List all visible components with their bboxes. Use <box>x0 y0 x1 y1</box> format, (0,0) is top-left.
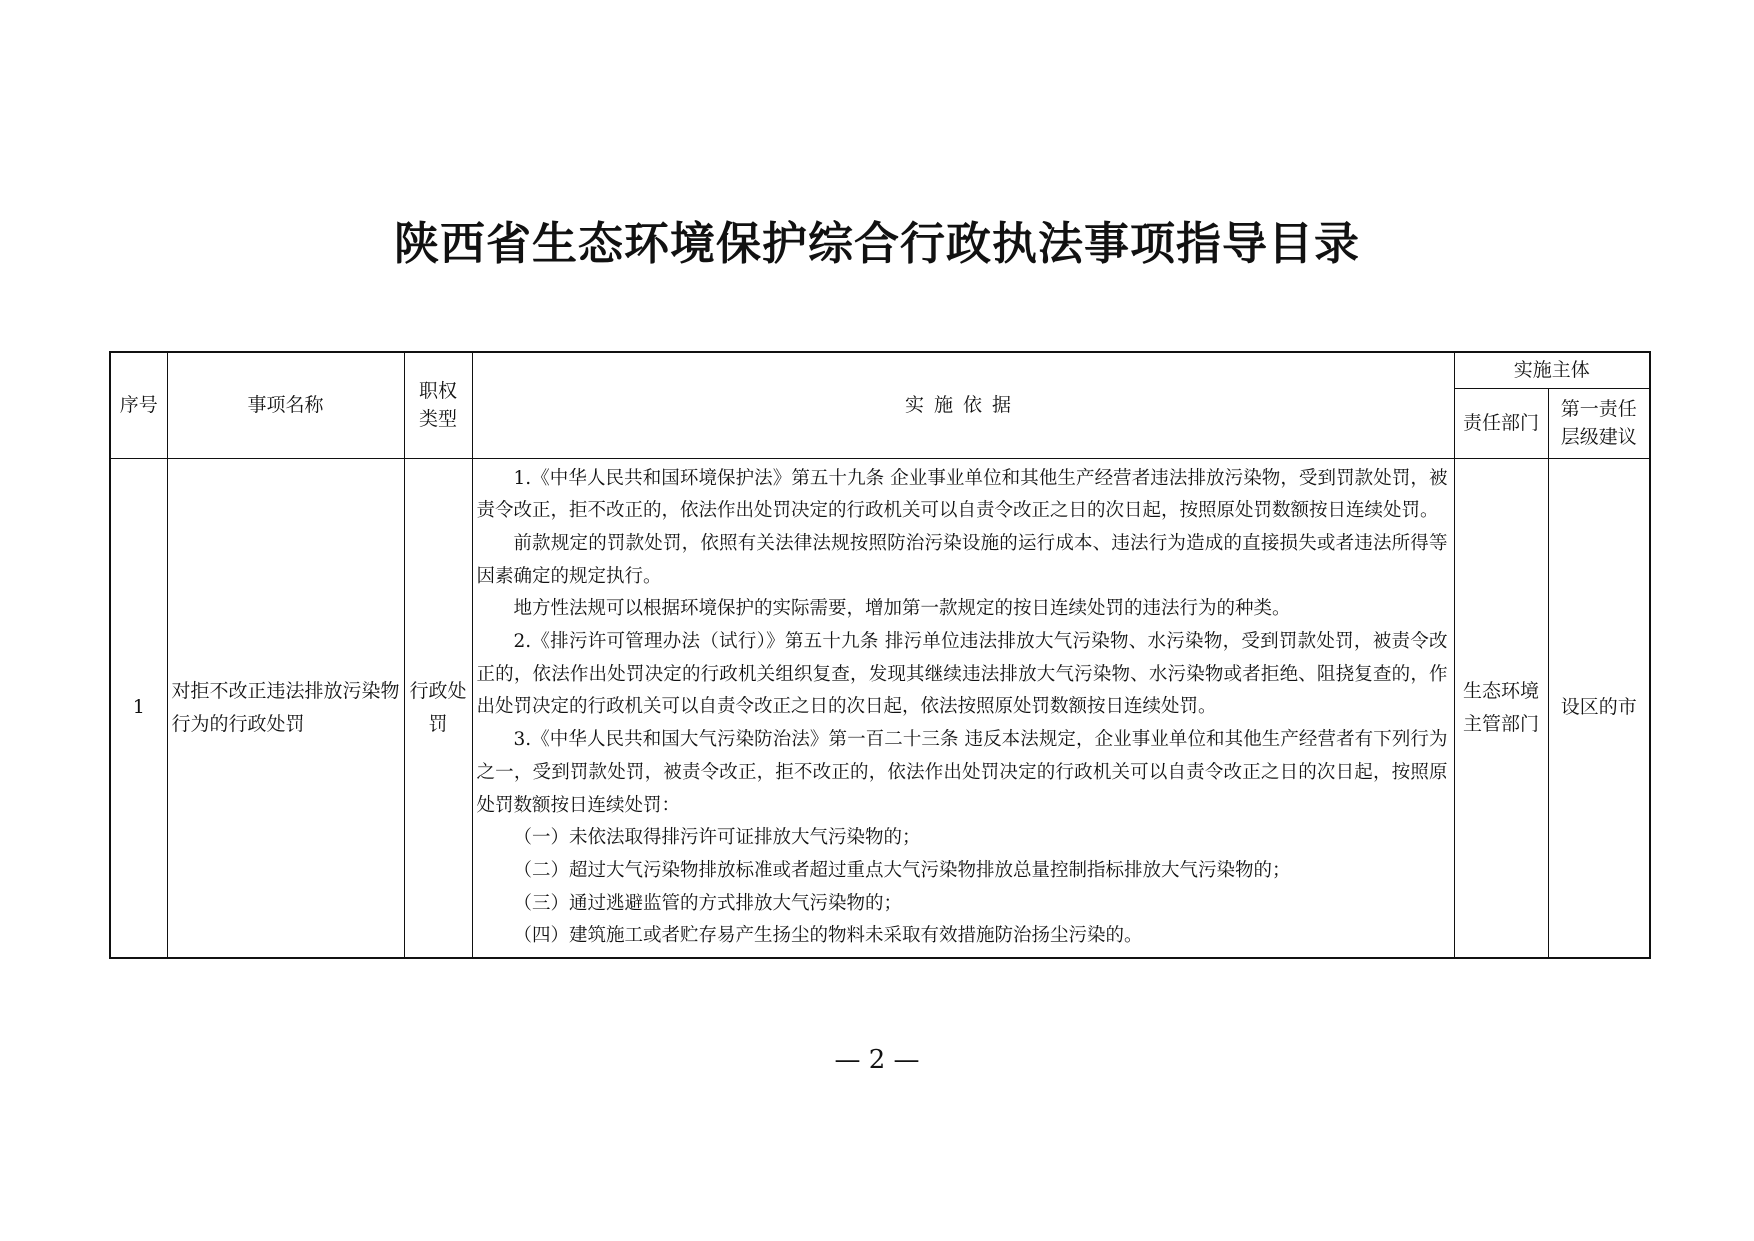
basis-paragraph: 3.《中华人民共和国大气污染防治法》第一百二十三条 违反本法规定，企业事业单位和其他生产经营者有下列行为之一，受到罚款处罚，被责令改正，拒不改正的，依法作出处罚决定的行政机关可以自责令改正之日的次日起，按照原处罚数额按日连续处罚： <box>476 729 1448 816</box>
cell-level: 设区的市 <box>1548 458 1650 958</box>
enforcement-catalog-table <box>109 351 1651 959</box>
cell-power-type: 行政处罚 <box>404 458 472 958</box>
header-power-type-line1: 职权 <box>418 380 457 403</box>
page-number: — 2 — <box>834 1045 920 1075</box>
header-power-type <box>404 352 472 458</box>
header-dept: 责任部门 <box>1454 388 1548 458</box>
cell-seq: 1 <box>110 458 167 958</box>
basis-paragraph: （三）通过逃避监管的方式排放大气污染物的； <box>513 892 903 914</box>
basis-paragraph: 地方性法规可以根据环境保护的实际需要，增加第一款规定的按日连续处罚的违法行为的种类。 <box>513 598 1291 620</box>
cell-item-name: 对拒不改正违法排放污染物行为的行政处罚 <box>167 458 404 958</box>
header-power-type-line2: 类型 <box>418 408 457 431</box>
header-seq: 序号 <box>110 352 167 458</box>
header-basis: 实施依据 <box>472 352 1454 458</box>
header-subject: 实施主体 <box>1454 352 1650 388</box>
table-row <box>110 458 1650 958</box>
basis-paragraph: 1.《中华人民共和国环境保护法》第五十九条 企业事业单位和其他生产经营者违法排放污染物，受到罚款处罚，被责令改正，拒不改正的，依法作出处罚决定的行政机关可以自责令改正之日的次日起，按照原处罚数额按日连续处罚。 <box>476 467 1448 522</box>
basis-paragraph: （二）超过大气污染物排放标准或者超过重点大气污染物排放总量控制指标排放大气污染物的； <box>513 859 1291 881</box>
basis-paragraph: 前款规定的罚款处罚，依照有关法律法规按照防治污染设施的运行成本、违法行为造成的直接损失或者违法所得等因素确定的规定执行。 <box>476 532 1448 587</box>
basis-paragraph: 2.《排污许可管理办法（试行）》第五十九条 排污单位违法排放大气污染物、水污染物，受到罚款处罚，被责令改正的，依法作出处罚决定的行政机关组织复查，发现其继续违法排放大气污染物、水污染物或者拒绝、阻挠复查的，作出处罚决定的行政机关可以自责令改正之日的次日起，依法按照原处罚数额按日连续处罚。 <box>476 631 1448 718</box>
basis-paragraph: （四）建筑施工或者贮存易产生扬尘的物料未采取有效措施防治扬尘污染的。 <box>513 925 1143 947</box>
header-level-line1: 第一责任 <box>1560 398 1637 420</box>
header-level <box>1548 388 1650 458</box>
cell-dept: 生态环境主管部门 <box>1454 458 1548 958</box>
basis-paragraph: （一）未依法取得排污许可证排放大气污染物的； <box>513 827 921 849</box>
document-title: 陕西省生态环境保护综合行政执法事项指导目录 <box>393 217 1360 270</box>
header-item-name: 事项名称 <box>167 352 404 458</box>
header-level-line2: 层级建议 <box>1560 426 1637 448</box>
cell-basis <box>472 458 1454 958</box>
